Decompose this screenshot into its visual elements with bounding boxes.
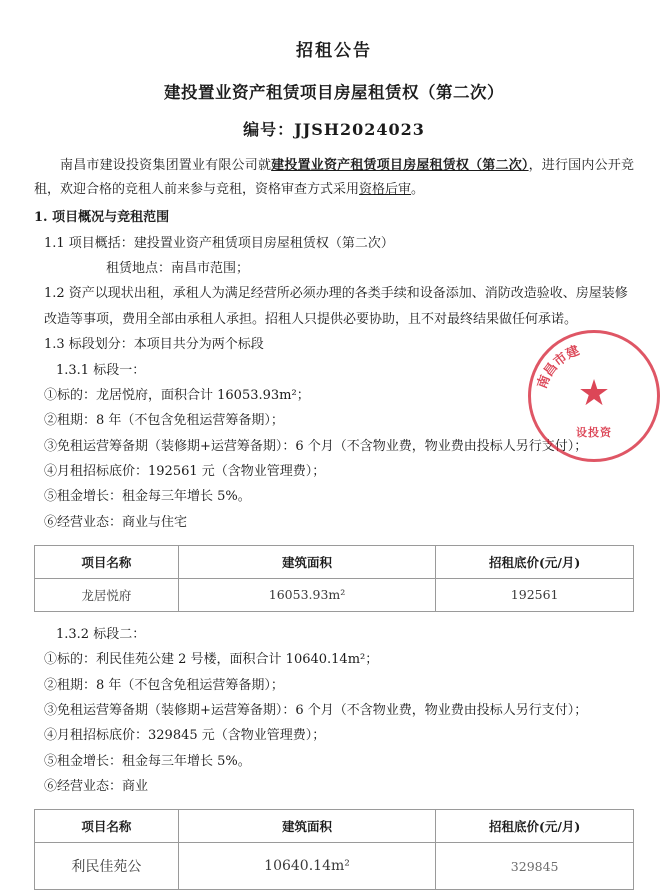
lot-1-item-3: ③免租运营筹备期（装修期+运营筹备期）：6 个月（不含物业费，物业费由投标人另行支付）；	[44, 438, 588, 454]
lot-1-table	[34, 545, 634, 612]
lot-1-item-2: ②租期：8 年（不包含免租运营筹备期）；	[44, 413, 284, 429]
clause-1-1-location: 租赁地点：南昌市范围；	[106, 261, 250, 277]
document-number: 编号：JJSH2024023	[243, 120, 425, 139]
lot-2-table	[34, 809, 634, 890]
lot-1-item-1: ①标的：龙居悦府，面积合计 16053.93m²；	[44, 387, 310, 403]
seal-star-icon: ★	[577, 373, 611, 415]
cell-project-name: 利民佳苑公	[35, 843, 179, 890]
clause-1-1-label: 1.1 项目概括：	[44, 235, 134, 251]
table-header-row	[35, 545, 634, 578]
column-header-floor-area: 建筑面积	[178, 810, 436, 843]
intro-project-name: 建投置业资产租赁项目房屋租赁权（第二次）	[271, 158, 529, 173]
intro-prefix: 南昌市建设投资集团置业有限公司就	[60, 158, 272, 173]
column-header-base-price: 招租底价(元/月)	[436, 545, 634, 578]
intro-suffix: ，进行国内公开竞租，欢迎合格的竞租人前来参与竞租，资格审查方式采用	[34, 158, 634, 198]
lot-1-item-5: ⑤租金增长：租金每三年增长 5%。	[44, 489, 251, 505]
lot-2-item-3: ③免租运营筹备期（装修期+运营筹备期）：6 个月（不含物业费，物业费由投标人另行支付）；	[44, 702, 588, 718]
clause-1-1-value: 建投置业资产租赁项目房屋租赁权（第二次）	[133, 235, 394, 251]
column-header-floor-area: 建筑面积	[178, 545, 436, 578]
intro-review-method: 资格后审	[359, 182, 412, 198]
cell-floor-area: 10640.14m²	[178, 843, 436, 890]
lot-2-item-5: ⑤租金增长：租金每三年增长 5%。	[44, 753, 251, 769]
column-header-project-name: 项目名称	[35, 810, 179, 843]
intro-end: 。	[411, 182, 425, 198]
column-header-project-name: 项目名称	[35, 545, 179, 578]
seal-bottom-text: 设投资	[576, 426, 612, 439]
clause-1-2: 1.2 资产以现状出租，承租人为满足经营所必须办理的各类手续和设备添加、消防改造验收、房屋装修改造等事项，费用全部由承租人承担。招租人只提供必要协助，且不对最终结果做任何承诺。	[44, 286, 628, 327]
section-1-heading: 1. 项目概况与竞租范围	[34, 210, 170, 226]
cell-floor-area: 16053.93m²	[178, 578, 436, 611]
clause-1-3: 1.3 标段划分：本项目共分为两个标段	[44, 337, 264, 353]
lot-1-item-4: ④月租招标底价：192561 元（含物业管理费）；	[44, 463, 326, 479]
lot-1-heading: 1.3.1 标段一：	[56, 362, 146, 378]
clause-1-1	[34, 231, 634, 282]
table-header-row	[35, 810, 634, 843]
lot-2-item-1: ①标的：利民佳苑公建 2 号楼，面积合计 10640.14m²；	[44, 652, 379, 668]
page-title: 招租公告	[296, 41, 372, 61]
column-header-base-price: 招租底价(元/月)	[436, 810, 634, 843]
document-subtitle: 建投置业资产租赁项目房屋租赁权（第二次）	[164, 83, 504, 102]
lot-2-item-2: ②租期：8 年（不包含免租运营筹备期）；	[44, 677, 284, 693]
seal-top-text: 南昌市建	[534, 343, 582, 391]
table-row	[35, 578, 634, 611]
cell-base-price: 329845	[436, 843, 634, 890]
cell-project-name: 龙居悦府	[35, 578, 179, 611]
lot-1-item-6: ⑥经营业态：商业与住宅	[44, 514, 188, 530]
lot-2-item-6: ⑥经营业态：商业	[44, 778, 149, 794]
intro-paragraph	[34, 154, 634, 202]
table-row	[35, 843, 634, 890]
lot-2-heading: 1.3.2 标段二：	[56, 626, 146, 642]
lot-2-item-4: ④月租招标底价：329845 元（含物业管理费）；	[44, 728, 326, 744]
cell-base-price: 192561	[436, 578, 634, 611]
